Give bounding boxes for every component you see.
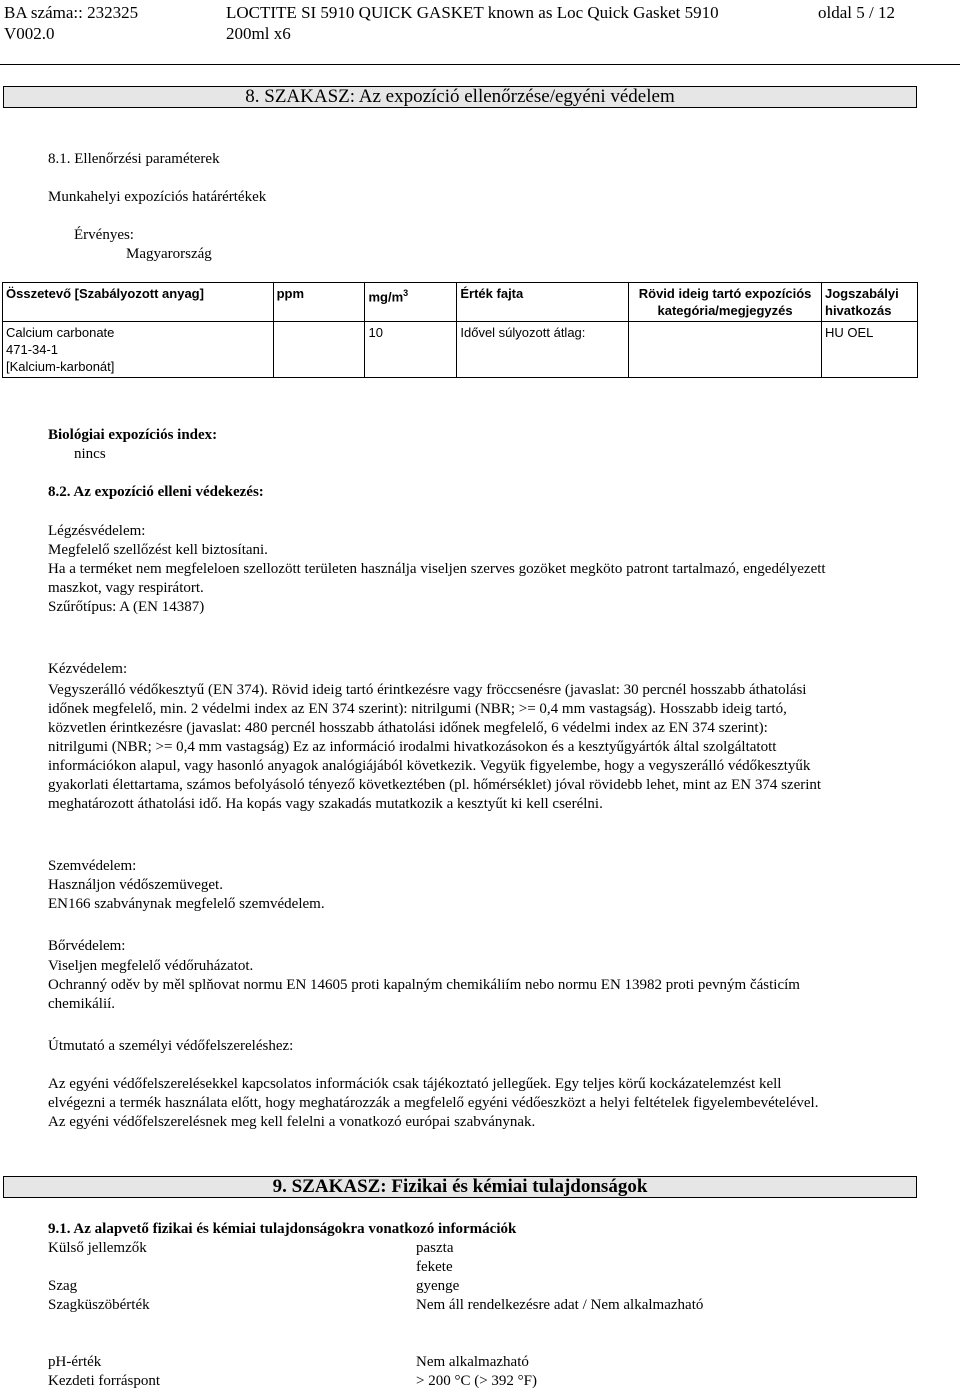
value-type-cell: Idővel súlyozott átlag:	[457, 322, 629, 378]
hand-protection-line: gyakorlati élettartama, számos befolyásoló tényező következtében (pl. hőmérséklet) jóval rövidebb lehet, mint az EN 374 szerint	[48, 777, 822, 793]
skin-protection-line: Ochranný oděv by měl splňovat normu EN 14605 proti kapalným chemikáliím nebo normu EN 13982 proti pevným částicím	[48, 977, 800, 993]
ppe-guidance-label: Útmutató a személyi védőfelszereléshez:	[48, 1038, 294, 1054]
header-divider	[0, 64, 960, 65]
table-row	[3, 322, 918, 378]
ppe-guidance-line: elvégezni a termék használata előtt, hogy meghatározzák a megfelelő egyéni védőeszközt a helyi feltételek figyelembevételével.	[48, 1095, 819, 1111]
property-value: paszta	[416, 1240, 454, 1256]
property-label: Szagküszöbérték	[48, 1297, 150, 1313]
respiratory-line: maszkot, vagy respirátort.	[48, 580, 204, 596]
respiratory-line: Megfelelő szellőzést kell biztosítani.	[48, 542, 268, 558]
table-header-row	[3, 283, 918, 322]
property-label: Szag	[48, 1278, 78, 1294]
col-header-value-type: Érték fajta	[457, 283, 629, 322]
hand-protection-label: Kézvédelem:	[48, 661, 128, 677]
bio-index-heading: Biológiai expozíciós index:	[48, 427, 218, 443]
short-term-cell	[629, 322, 822, 378]
ppe-guidance-line: Az egyéni védőfelszerelésnek meg kell felelni a vonatkozó európai szabványnak.	[48, 1114, 536, 1130]
eye-protection-label: Szemvédelem:	[48, 858, 137, 874]
subsection-8-1-title: 8.1. Ellenőrzési paraméterek	[48, 151, 220, 167]
property-label: Külső jellemzők	[48, 1240, 147, 1256]
component-local-name: [Kalcium-karbonát]	[6, 359, 115, 374]
component-cas: 471-34-1	[6, 342, 59, 357]
col-header-legal: Jogszabályi hivatkozás	[822, 283, 918, 322]
col-header-mgm3	[365, 283, 457, 322]
subsection-8-2-title: 8.2. Az expozíció elleni védekezés:	[48, 484, 264, 500]
product-name: LOCTITE SI 5910 QUICK GASKET known as Loc Quick Gasket 5910	[226, 3, 719, 22]
property-label: Kezdeti forráspont	[48, 1373, 161, 1389]
valid-country: Magyarország	[126, 246, 212, 262]
exposure-limits-table	[2, 282, 918, 378]
section-9-title: 9. SZAKASZ: Fizikai és kémiai tulajdonságok	[272, 1176, 648, 1197]
doc-version: V002.0	[4, 24, 55, 43]
hand-protection-line: információkon alapul, vagy hasonló anyagok analógiájából következik. Vegyük figyelembe, hogy a vegyszerálló védőkesztyűk	[48, 758, 811, 774]
subsection-9-1-title: 9.1. Az alapvető fizikai és kémiai tulajdonságokra vonatkozó információk	[48, 1221, 517, 1237]
eye-protection-line: Használjon védőszemüveget.	[48, 877, 223, 893]
hand-protection-line: közvetlen érintkezésre (javaslat: 480 percnél hosszabb áthatolási időnek megfelelő, 6 védelmi index az EN 374 szerint):	[48, 720, 768, 736]
col-header-component: Összetevő [Szabályozott anyag]	[3, 283, 274, 322]
eye-protection-line: EN166 szabványnak megfelelő szemvédelem.	[48, 896, 325, 912]
respiratory-label: Légzésvédelem:	[48, 523, 146, 539]
respiratory-line: Szűrőtípus: A (EN 14387)	[48, 599, 205, 615]
property-value: Nem áll rendelkezésre adat / Nem alkalmazható	[416, 1297, 704, 1313]
respiratory-line: Ha a terméket nem megfeleloen szellozött területen használja viseljen szerves gozöket megköto patront tartalmazó, engedélyezett	[48, 561, 826, 577]
hand-protection-line: meghatározott áthatolási idő. Ha kopás vagy szakadás mutatkozik a kesztyűt ki kell cserélni.	[48, 796, 603, 812]
ppm-cell	[273, 322, 365, 378]
legal-cell: HU OEL	[822, 322, 918, 378]
doc-number: BA száma:: 232325	[4, 3, 139, 22]
section-8-bar	[3, 86, 917, 108]
product-pack: 200ml x6	[226, 24, 291, 43]
col-header-ppm: ppm	[273, 283, 365, 322]
mgm3-superscript: 3	[403, 288, 409, 298]
mgm3-label: mg/m	[368, 289, 404, 305]
property-value: gyenge	[416, 1278, 460, 1294]
col-header-short-term: Rövid ideig tartó expozíciós kategória/megjegyzés	[629, 283, 822, 322]
skin-protection-line: chemikálií.	[48, 996, 116, 1012]
property-label: pH-érték	[48, 1354, 102, 1370]
section-8-title: 8. SZAKASZ: Az expozíció ellenőrzése/egyéni védelem	[245, 86, 675, 107]
skin-protection-label: Bőrvédelem:	[48, 938, 126, 954]
hand-protection-line: nitrilgumi (NBR; >= 0,4 mm vastagság) Ez az információ irodalmi hivatkozásokon és a kesztyűgyártók által szolgáltatott	[48, 739, 777, 755]
ppe-guidance-line: Az egyéni védőfelszerelésekkel kapcsolatos információk csak tájékoztató jellegűek. Egy teljes körű kockázatelemzést kell	[48, 1076, 782, 1092]
mgm3-cell: 10	[365, 322, 457, 378]
hand-protection-line: Vegyszerálló védőkesztyű (EN 374). Rövid ideig tartó érintkezésre vagy fröccsenésre (javaslat: 30 percnél hosszabb áthatolási	[48, 682, 807, 698]
hand-protection-line: időnek megfelelő, min. 2 védelmi index az EN 374 szerint): nitrilgumi (NBR; >= 0,4 mm vastagság). Hosszabb ideig tartó,	[48, 701, 787, 717]
skin-protection-line: Viseljen megfelelő védőruházatot.	[48, 958, 254, 974]
bio-index-value: nincs	[74, 446, 106, 462]
section-9-bar	[3, 1176, 917, 1198]
valid-label: Érvényes:	[74, 227, 134, 243]
oel-heading: Munkahelyi expozíciós határértékek	[48, 189, 267, 205]
property-value: fekete	[416, 1259, 453, 1275]
component-name: Calcium carbonate	[6, 325, 115, 340]
page-number: oldal 5 / 12	[818, 3, 895, 22]
component-cell	[3, 322, 274, 378]
property-value: > 200 °C (> 392 °F)	[416, 1373, 538, 1389]
property-value: Nem alkalmazható	[416, 1354, 529, 1370]
